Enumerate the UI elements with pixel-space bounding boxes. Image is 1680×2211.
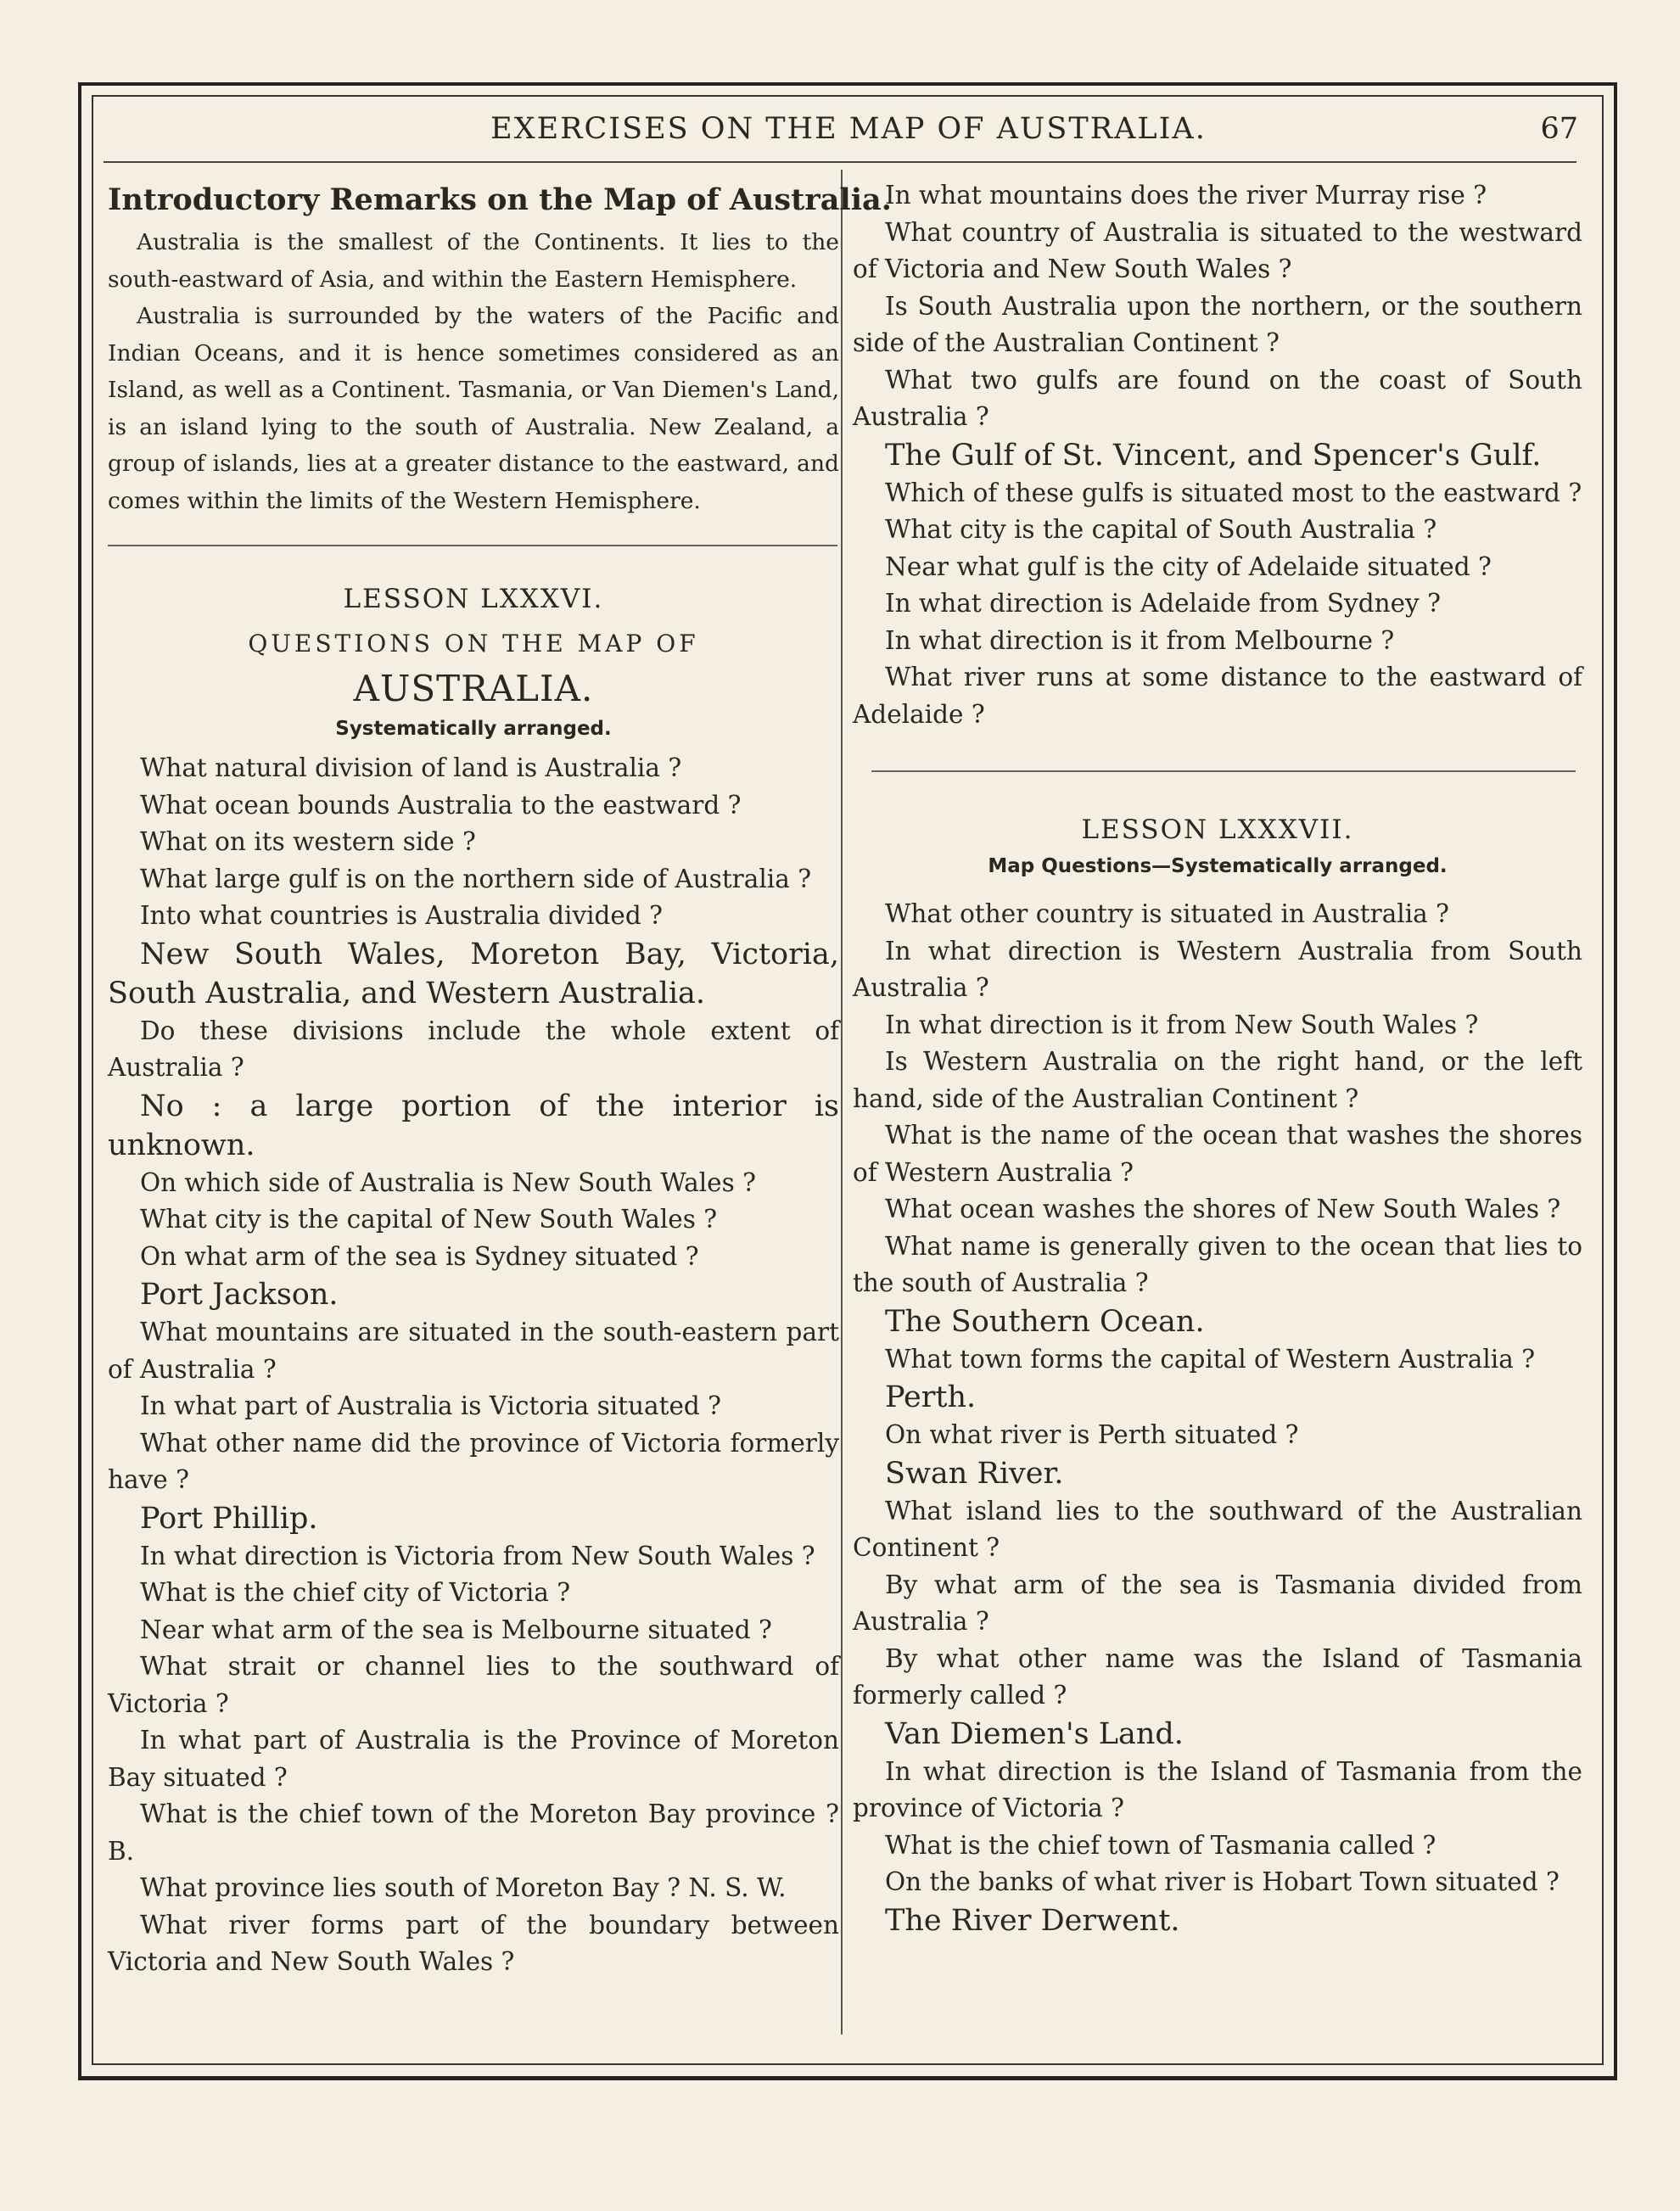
question-line: What mountains are situated in the south-eastern part of Australia ? xyxy=(108,1318,839,1384)
question-line: In what part of Australia is the Province of Moreton Bay situated ? xyxy=(108,1726,839,1792)
question-line: What town forms the capital of Western Australia ? xyxy=(885,1344,1536,1374)
right-column xyxy=(853,182,1582,1940)
intro-paragraph: Australia is surrounded by the waters of the Pacific and Indian Oceans, and it is hence sometimes considered as an Island, as well as a Continent. Tasmania, or Van Diemen's Land, is an island lying to the south of Australia. New Zealand, a group of islands, lies at a greater distance to the eastward, and comes within the limits of the Western Hemisphere. xyxy=(108,303,839,514)
running-title: EXERCISES ON THE MAP OF AUSTRALIA. xyxy=(490,112,1207,146)
question-line: In what part of Australia is Victoria situated ? xyxy=(140,1391,721,1420)
lesson-86-lines xyxy=(108,750,839,1981)
question-line: What on its western side ? xyxy=(140,827,476,856)
page-number: 67 xyxy=(1540,112,1578,146)
question-line: On what river is Perth situated ? xyxy=(885,1420,1299,1449)
question-line: What large gulf is on the northern side of Australia ? xyxy=(140,864,812,893)
question-line: What is the name of the ocean that washes the shores of Western Australia ? xyxy=(853,1121,1582,1187)
answer-line: Port Phillip. xyxy=(140,1501,318,1536)
question-line: Is South Australia upon the northern, or the southern side of the Australian Continent ? xyxy=(853,291,1582,357)
question-line: What other name did the province of Victoria formerly have ? xyxy=(108,1428,839,1494)
question-line: What river forms part of the boundary between Victoria and New South Wales ? xyxy=(108,1910,839,1976)
lesson-87-note: Map Questions—Systematically arranged. xyxy=(988,855,1448,877)
question-line: Near what arm of the sea is Melbourne situated ? xyxy=(140,1615,772,1644)
question-line: What province lies south of Moreton Bay ? N. S. W. xyxy=(140,1873,787,1902)
lesson-86-title: LESSON LXXXVI. xyxy=(343,584,604,614)
question-line: What is the chief town of Tasmania called ? xyxy=(885,1830,1436,1860)
question-line: What country of Australia is situated to the westward of Victoria and New South Wales ? xyxy=(853,217,1582,283)
question-line: What two gulfs are found on the coast of South Australia ? xyxy=(853,365,1582,431)
question-line: Near what gulf is the city of Adelaide situated ? xyxy=(885,551,1492,581)
question-line: Into what countries is Australia divided ? xyxy=(140,901,663,930)
question-line: Which of these gulfs is situated most to the eastward ? xyxy=(885,478,1582,507)
answer-line: Swan River. xyxy=(885,1456,1064,1491)
question-line: What natural division of land is Australia ? xyxy=(140,753,682,782)
question-line: By what other name was the Island of Tasmania formerly called ? xyxy=(853,1643,1582,1710)
question-line: On the banks of what river is Hobart Town situated ? xyxy=(885,1867,1560,1896)
question-line: Is Western Australia on the right hand, or the left hand, side of the Australian Continent ? xyxy=(853,1047,1582,1113)
question-line: In what direction is it from Melbourne ? xyxy=(885,625,1395,655)
lesson-86-note: Systematically arranged. xyxy=(335,718,612,740)
lesson-86-heading: AUSTRALIA. xyxy=(353,668,594,709)
answer-line: Port Jackson. xyxy=(140,1278,339,1312)
answer-line: No : a large portion of the interior is unknown. xyxy=(108,1089,839,1162)
right-top-lines xyxy=(853,177,1582,733)
question-line: In what direction is the Island of Tasmania from the province of Victoria ? xyxy=(853,1756,1582,1822)
column-divider xyxy=(841,170,843,2035)
answer-line: The River Derwent. xyxy=(885,1903,1180,1938)
lesson-87-title: LESSON LXXXVII. xyxy=(1081,814,1354,845)
question-line: What river runs at some distance to the eastward of Adelaide ? xyxy=(853,663,1582,729)
question-line: What other country is situated in Australia ? xyxy=(885,899,1449,928)
question-line: By what arm of the sea is Tasmania divided from Australia ? xyxy=(853,1570,1582,1636)
question-line: What ocean bounds Australia to the eastward ? xyxy=(140,790,742,820)
left-column xyxy=(108,182,892,1981)
question-line: What is the chief city of Victoria ? xyxy=(140,1578,571,1607)
question-line: What city is the capital of New South Wales ? xyxy=(140,1205,718,1234)
question-line: What island lies to the southward of the Australian Continent ? xyxy=(853,1496,1582,1562)
intro-paragraph: Australia is the smallest of the Continents. It lies to the south-eastward of Asia, and within the Eastern Hemisphere. xyxy=(108,229,839,293)
answer-line: The Southern Ocean. xyxy=(885,1304,1205,1339)
question-line: In what direction is Adelaide from Sydney ? xyxy=(885,589,1441,618)
question-line: In what direction is Victoria from New South Wales ? xyxy=(140,1541,815,1570)
intro-title: Introductory Remarks on the Map of Australia. xyxy=(108,182,892,217)
question-line: In what mountains does the river Murray rise ? xyxy=(885,181,1487,210)
question-line: What name is generally given to the ocean that lies to the south of Australia ? xyxy=(853,1231,1582,1297)
question-line: What ocean washes the shores of New South Wales ? xyxy=(885,1195,1561,1223)
question-line: On what arm of the sea is Sydney situated ? xyxy=(140,1241,699,1271)
question-line: What strait or channel lies to the southward of Victoria ? xyxy=(108,1652,839,1718)
question-line: Do these divisions include the whole extent of Australia ? xyxy=(108,1016,839,1082)
answer-line: New South Wales, Moreton Bay, Victoria, South Australia, and Western Australia. xyxy=(108,937,839,1010)
question-line: What is the chief town of the Moreton Bay province ? B. xyxy=(108,1800,839,1866)
header-rule xyxy=(104,161,1576,163)
answer-line: Van Diemen's Land. xyxy=(885,1716,1184,1751)
question-line: In what direction is Western Australia from South Australia ? xyxy=(853,936,1582,1002)
answer-line: Perth. xyxy=(885,1380,977,1414)
question-line: In what direction is it from New South Wales ? xyxy=(885,1010,1479,1039)
question-line: On which side of Australia is New South Wales ? xyxy=(140,1167,756,1197)
lesson-87-lines xyxy=(853,896,1582,1940)
question-line: What city is the capital of South Australia ? xyxy=(885,515,1437,544)
page-header xyxy=(110,112,1587,154)
answer-line: The Gulf of St. Vincent, and Spencer's Gulf. xyxy=(885,438,1542,473)
lesson-86-subtitle: QUESTIONS ON THE MAP OF xyxy=(248,630,699,658)
